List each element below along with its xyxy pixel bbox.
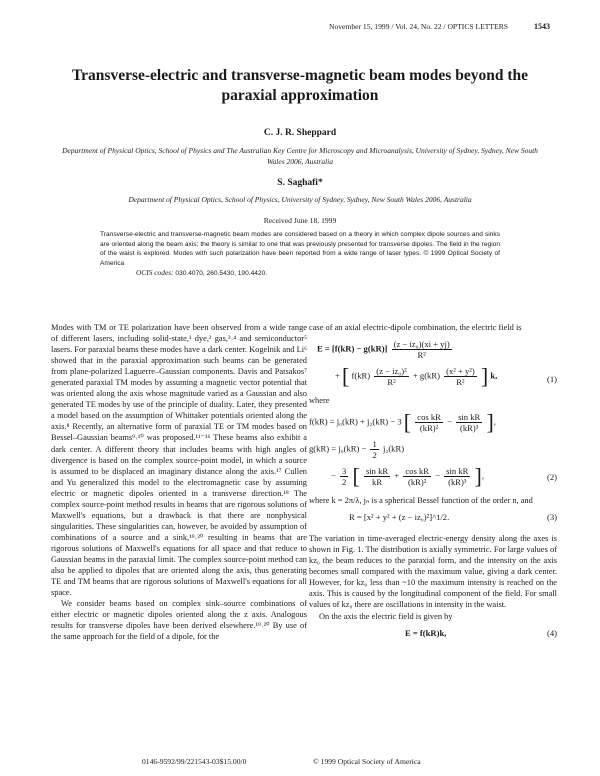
author-affiliation: Department of Physical Optics, School of Physics, University of Sydney, Sydney, New South Wales 2006, Australia <box>128 195 472 204</box>
eq1-fraction: $\frac{\text{(z − iz₀)(xi + yj)}}{\text{R²}}$ <box>393 339 450 361</box>
equation-2-line-3: − $\frac{3}{2}$ [ $\frac{\text{sin kR}}{kR}$ + $\frac{\text{cos kR}}{\text{(kR)²}}$ − $\frac{\text{sin kR}}{\text{(kR)³}}$ ], (2) <box>331 463 557 489</box>
abstract <box>100 230 500 279</box>
right-column <box>309 322 557 639</box>
ocis-codes <box>100 268 500 279</box>
body-paragraph: where k = 2π/λ, jₙ is a spherical Bessel function of the order n, and <box>309 496 533 506</box>
footer-code: 0146-9592/99/221543-03$15.00/0 <box>142 757 247 766</box>
received-date: Received June 18, 1999 <box>263 216 337 225</box>
abstract-text: Transverse-electric and transverse-magnetic beam modes are considered based on a theory in which complex dipole sources and sinks are oriented along the beam axis; the theory is similar to one that was previously presented for transverse dipoles. The field in the region of the waist is explored. Modes with such polarization have been reported from a wide range of laser types. © 1999 Optical Society of America <box>100 231 500 267</box>
body-paragraph: On the axis the electric field is given by <box>319 611 453 621</box>
body-paragraph: The variation in time-averaged electric-energy density along the axes is shown in Fig. 1. The distribution is axially symmetric. For large values of kz₀ the beam reduces to the paraxial form, and the intensity on the axis becomes small compared with the maximum value, giving a dark center. However, for kz₀ less than ~10 the maximum intensity is reached on the axis. This is caused by the longitudinal component of the field. For small values of kz₀ there are oscillations in intensity in the waist. <box>309 534 557 610</box>
author-affiliation: Department of Physical Optics, School of Physics and The Australian Key Centre for Microscopy and Microanalysis, University of Sydney, Sydney, New South Wales 2006, Australia <box>62 146 538 166</box>
ocis-values: 030.4070, 260.5430, 190.4420. <box>175 270 268 278</box>
footer-copyright: © 1999 Optical Society of America <box>313 757 421 766</box>
where-text: where <box>309 396 330 406</box>
body-paragraph: We consider beams based on complex sink–source combinations of either electric or magnetic dipoles oriented along the z axis. Analogous results for transverse dipoles have been derived elsewhere.¹⁹˒²⁰ By use of the same approach for the field of a dipole, for the <box>51 599 307 642</box>
ocis-label: OCIS codes: <box>136 268 174 278</box>
journal-citation: November 15, 1999 / Vol. 24, No. 22 / OPTICS LETTERS <box>328 22 508 31</box>
body-paragraph: case of an axial electric-dipole combination, the electric field is <box>309 323 522 332</box>
page-number: 1543 <box>534 22 550 31</box>
equation-number: (4) <box>546 627 557 638</box>
body-paragraph: Modes with TM or TE polarization have been observed from a wide range of different lasers, including solid-state,¹ dye,² gas,³˒⁴ and semiconductor⁵ lasers. For paraxial beams these modes have a dark center. Kogelnik and Li⁶ showed that in the paraxial approximation such beams can be generated from plane-polarized Laguerre–Gaussian components. Davis and Patsakos⁷ generated paraxial TM modes by assuming a magnetic vector potential that was oriented along the axis whose magnitude varied as a Gaussian and also generated TE modes by use of the principle of duality. Later, they presented a model based on the assumption of Whittaker potentials oriented along the axis.⁸ Recently, an alternative form of paraxial TE or TM modes based on Bessel–Gaussian beams⁹˒¹⁰ was proposed.¹¹⁻¹⁶ These beams also exhibit a dark center. A different theory that includes beams with high angles of divergence is based on the complex source-point model, in which a source is assumed to be displaced an imaginary distance along the axis.¹⁷ Cullen and Yu generalized this model to the electromagnetic case by assuming electric or magnetic dipoles oriented in a transverse direction.¹⁸ The complex source-point method results in beams that are rigorous solutions of Maxwell's equations, but a drawback is that there are nonphysical singularities. These singularities can, however, be avoided by assumption of combinations of a source and a sink,¹⁹˒²⁰ resulting in beams that are rigorous solutions of Maxwell's equations for all space and that reduce to Gaussian beams in the paraxial limit. The complex source-point method can also be applied to dipoles that are oriented along the axis, thus generating TE and TM beams that are rigorous solutions of Maxwell's equations for all space. <box>51 323 307 598</box>
equation-2-line-1: f(kR) = j₀(kR) + j₂(kR) − 3 [ $\frac{\text{cos kR}}{\text{(kR)²}}$ − $\frac{\text{sin kR}}{\text{(kR)³}}$ ], <box>309 409 496 435</box>
equation-4: E = f(kR)k, (4) <box>405 627 557 638</box>
equation-1-line-2: + [ f(kR) $\frac{\text{(z − iz₀)²}}{\text{R²}}$ + g(kR) $\frac{\text{(x² + y²)}}{\text{R²}}$ ] k, (1) <box>335 363 557 389</box>
equation-1 <box>309 339 557 387</box>
author-name: S. Saghafi* <box>277 178 323 188</box>
equation-2-line-2: g(kR) = j₀(kR) − $\frac{1}{2}$ j₂(kR) <box>309 439 405 461</box>
equation-number: (3) <box>546 512 557 523</box>
author-name: C. J. R. Sheppard <box>263 128 337 138</box>
equation-3: R = [x² + y² + (z − iz₀)²]^1/2. (3) <box>349 512 557 523</box>
left-column <box>51 322 307 642</box>
equation-number: (1) <box>546 374 557 385</box>
equation-number: (2) <box>546 472 557 483</box>
running-header <box>0 22 600 36</box>
paper-title: Transverse-electric and transverse-magnetic beam modes beyond the paraxial approximation <box>71 67 528 104</box>
eq1-lhs: E = [f(kR) − g(kR)] <box>317 343 388 354</box>
equation-1-line-1 <box>309 339 557 360</box>
equation-2 <box>309 409 557 489</box>
